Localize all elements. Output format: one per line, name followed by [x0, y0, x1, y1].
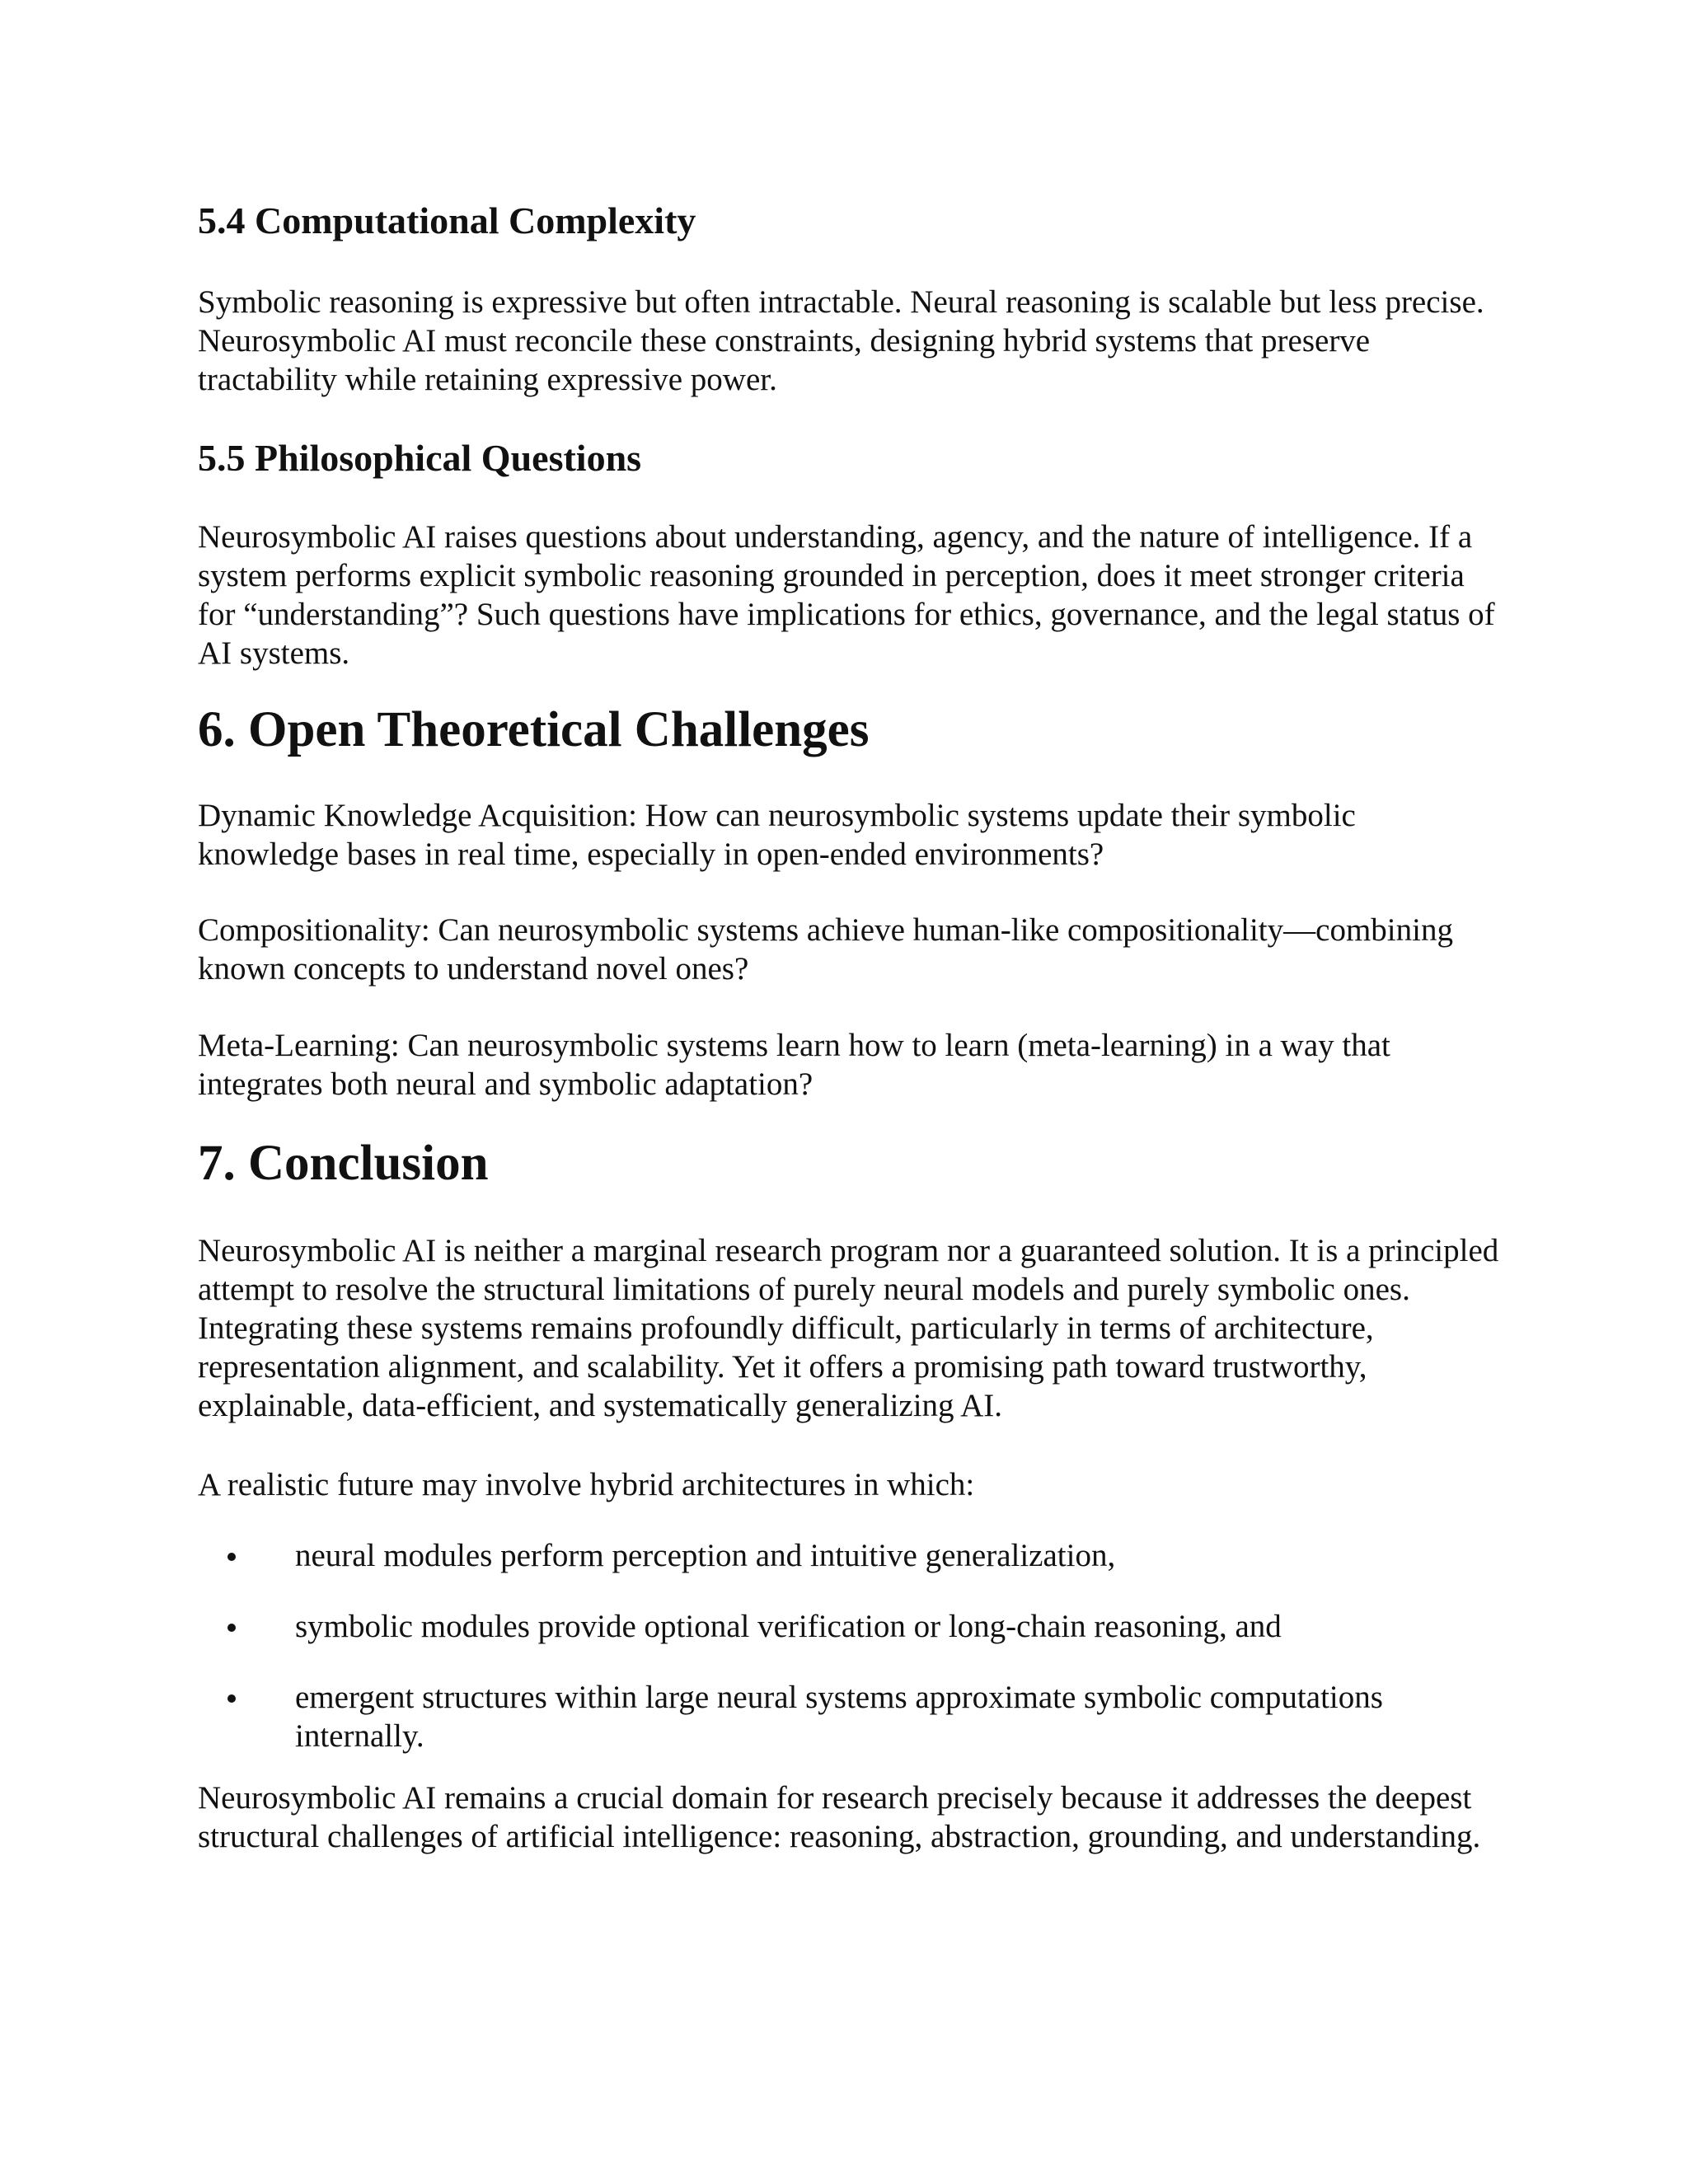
challenge-paragraph-dynamic-knowledge: Dynamic Knowledge Acquisition: How can neurosymbolic systems update their symbolic knowledge bases in real time, especially in open-ended environments? — [198, 798, 1356, 872]
conclusion-paragraph-3: Neurosymbolic AI remains a crucial domain for research precisely because it addresses the deepest structural challenges of artificial intelligence: reasoning, abstraction, grounding, and understanding. — [198, 1780, 1481, 1854]
bullet-item — [198, 1607, 1432, 1646]
section-6-heading: 6. Open Theoretical Challenges — [198, 702, 870, 757]
bullet-text: neural modules perform perception and intuitive generalization, — [295, 1538, 1116, 1573]
bullet-text: symbolic modules provide optional verification or long-chain reasoning, and — [295, 1609, 1282, 1644]
section-5-5-paragraph: Neurosymbolic AI raises questions about understanding, agency, and the nature of intelligence. If a system performs explicit symbolic reasoning grounded in perception, does it meet stronger criteria for “understanding”? Such questions have implications for ethics, governance, and the legal status of AI systems. — [198, 519, 1495, 671]
bullet-item — [198, 1678, 1432, 1755]
section-5-4-heading: 5.4 Computational Complexity — [198, 199, 696, 241]
section-5-4-paragraph: Symbolic reasoning is expressive but often intractable. Neural reasoning is scalable but less precise. Neurosymbolic AI must reconcile these constraints, designing hybrid systems that preserve tractability while retaining expressive power. — [198, 284, 1484, 397]
section-7-heading: 7. Conclusion — [198, 1136, 489, 1191]
bullet-dot-icon — [227, 1694, 236, 1703]
challenge-paragraph-compositionality: Compositionality: Can neurosymbolic systems achieve human-like compositionality—combining known concepts to understand novel ones? — [198, 912, 1453, 987]
conclusion-paragraph-1: Neurosymbolic AI is neither a marginal research program nor a guaranteed solution. It is a principled attempt to resolve the structural limitations of purely neural models and purely symbolic ones. Integrating these systems remains profoundly difficult, particularly in terms of architecture, representation alignment, and scalability. Yet it offers a promising path toward trustworthy, explainable, data-efficient, and systematically generalizing AI. — [198, 1233, 1499, 1423]
challenge-paragraph-meta-learning: Meta-Learning: Can neurosymbolic systems learn how to learn (meta-learning) in a way that integrates both neural and symbolic adaptation? — [198, 1028, 1390, 1102]
bullet-dot-icon — [227, 1624, 236, 1632]
section-5-5-heading: 5.5 Philosophical Questions — [198, 437, 642, 479]
bullet-item — [198, 1536, 1432, 1575]
architecture-bullet-list — [198, 1536, 1500, 1755]
bullet-dot-icon — [227, 1553, 236, 1561]
conclusion-paragraph-2: A realistic future may involve hybrid architectures in which: — [198, 1467, 975, 1502]
bullet-text: emergent structures within large neural systems approximate symbolic computations internally. — [295, 1680, 1383, 1754]
